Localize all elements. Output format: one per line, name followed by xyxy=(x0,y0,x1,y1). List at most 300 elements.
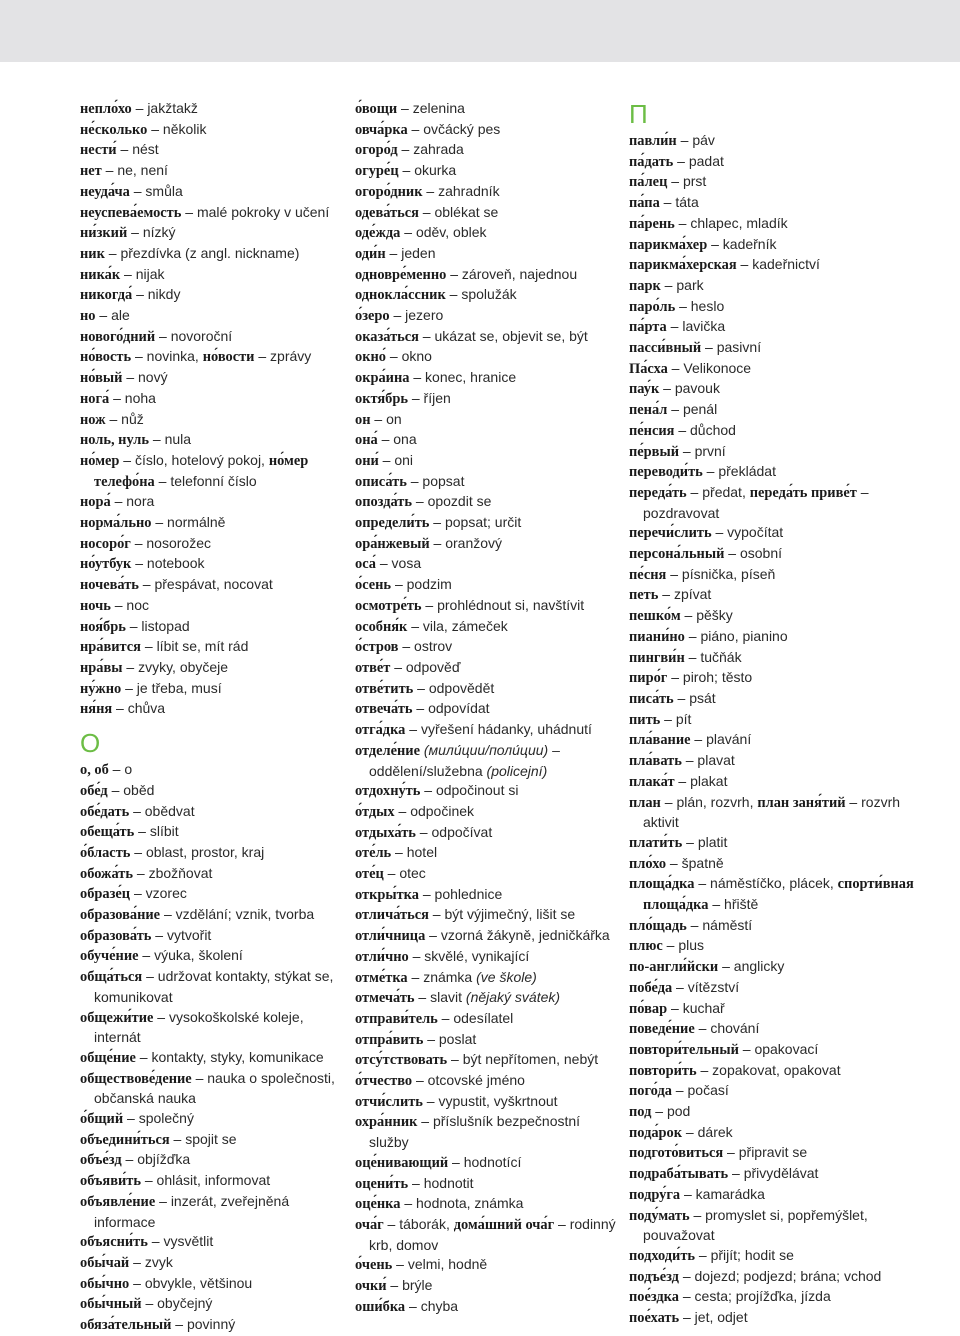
dictionary-entry xyxy=(629,1143,929,1164)
russian-headword: описа́ть xyxy=(355,473,407,490)
russian-headword: отсу́тствовать xyxy=(355,1052,448,1069)
czech-translation: o xyxy=(124,761,133,778)
separator-dash: – xyxy=(667,999,683,1016)
czech-translation: oblast, prostor, kraj xyxy=(145,843,265,860)
dictionary-entry xyxy=(80,658,342,679)
czech-translation: oblékat se xyxy=(434,203,499,220)
russian-headword: отдохну́ть xyxy=(355,783,421,800)
dictionary-entry xyxy=(355,203,617,224)
russian-headword: обуче́ние xyxy=(80,948,139,965)
dictionary-entry xyxy=(629,565,929,586)
dictionary-entry xyxy=(629,793,929,833)
dictionary-entry xyxy=(629,1019,929,1040)
separator-dash: – xyxy=(181,203,197,220)
russian-headword: опозда́ть xyxy=(355,494,412,511)
russian-headword: плати́ть xyxy=(629,834,683,851)
russian-headword: поведе́ние xyxy=(629,1021,695,1038)
czech-translation: slíbit xyxy=(149,823,179,840)
separator-dash: – xyxy=(109,389,125,406)
dictionary-entry xyxy=(80,1171,342,1192)
russian-headword: о́стров xyxy=(355,639,399,656)
dictionary-entry xyxy=(355,120,617,141)
russian-headword: ника́к xyxy=(80,266,121,283)
czech-translation: jet, odjet xyxy=(694,1309,748,1326)
separator-dash: – xyxy=(666,565,682,582)
dictionary-entry xyxy=(80,327,342,348)
separator-dash: – xyxy=(141,1295,158,1312)
czech-translation: udržovat kontakty, stýkat se, komunikovat xyxy=(94,968,334,1005)
separator-dash: – xyxy=(651,1103,667,1120)
dictionary-entry xyxy=(629,648,929,669)
russian-headword: па́рта xyxy=(629,319,667,336)
separator-dash: – xyxy=(845,793,862,810)
russian-headword: объедини́ться xyxy=(80,1131,170,1148)
czech-translation: plakat xyxy=(690,772,728,789)
dictionary-entry xyxy=(80,843,342,864)
russian-headword: окно́ xyxy=(355,349,386,366)
russian-headword: персона́льный xyxy=(629,546,725,563)
russian-headword: образова́ние xyxy=(80,907,161,924)
separator-dash: – xyxy=(407,389,424,406)
russian-headword: обы́чный xyxy=(80,1296,142,1313)
czech-translation: dárek xyxy=(697,1123,733,1140)
czech-translation: Velikonoce xyxy=(683,359,752,376)
separator-dash: – xyxy=(122,369,139,386)
czech-translation: být nepřítomen, nebýt xyxy=(462,1051,599,1068)
separator-dash: – xyxy=(678,442,695,459)
separator-dash: – xyxy=(155,327,171,344)
russian-headword: пасси́вный xyxy=(629,340,702,357)
separator-dash: – xyxy=(702,463,719,480)
separator-dash: – xyxy=(447,1051,463,1068)
dictionary-entry xyxy=(80,554,342,575)
dictionary-entry xyxy=(629,255,929,276)
czech-translation: být výjimečný, lišit se xyxy=(444,906,576,923)
separator-dash: – xyxy=(385,348,402,365)
russian-headword: она́ xyxy=(355,432,378,449)
russian-headword: нора́ xyxy=(80,494,111,511)
dictionary-entry xyxy=(355,1174,617,1195)
dictionary-entry xyxy=(355,802,617,823)
separator-dash: – xyxy=(718,958,734,975)
separator-dash: – xyxy=(678,1288,695,1305)
russian-headword: пау́к xyxy=(629,381,660,398)
dictionary-entry xyxy=(80,513,342,534)
dictionary-entry xyxy=(629,297,929,318)
russian-headword: пингви́н xyxy=(629,649,685,666)
czech-translation: prst xyxy=(682,173,707,190)
dictionary-entry xyxy=(355,513,617,534)
dictionary-entry xyxy=(629,462,929,483)
czech-translation: pohlednice xyxy=(434,885,503,902)
czech-translation: chování xyxy=(710,1020,760,1037)
separator-dash: – xyxy=(391,576,407,593)
russian-headword: одева́ться xyxy=(355,204,419,221)
separator-dash: – xyxy=(667,173,683,190)
dictionary-entry xyxy=(355,244,617,265)
czech-translation: vila, zámeček xyxy=(422,617,508,634)
dictionary-column-3 xyxy=(629,99,929,1329)
separator-dash: – xyxy=(680,607,697,624)
separator-dash: – xyxy=(105,410,122,427)
russian-headword: парикма́херская xyxy=(629,257,737,274)
russian-headword: ни́зкий xyxy=(80,225,128,242)
dictionary-entry xyxy=(80,285,342,306)
separator-dash: – xyxy=(131,555,147,572)
separator-dash: – xyxy=(686,916,703,933)
separator-dash: – xyxy=(95,307,112,324)
russian-headword: обы́чай xyxy=(80,1254,130,1271)
dictionary-entry xyxy=(80,347,342,368)
separator-dash: – xyxy=(160,906,176,923)
russian-headword: побе́да xyxy=(629,979,673,996)
dictionary-entry xyxy=(355,1297,617,1318)
separator-dash: – xyxy=(690,731,707,748)
russian-headword: ня́ня xyxy=(80,701,113,718)
separator-dash: – xyxy=(132,864,149,881)
separator-dash: – xyxy=(155,1192,171,1209)
russian-headword: но́вый xyxy=(80,370,123,387)
dictionary-entry xyxy=(355,1009,617,1030)
czech-translation: odpovídat xyxy=(428,700,490,717)
separator-dash: – xyxy=(116,141,133,158)
czech-translation: překládat xyxy=(718,463,776,480)
separator-dash: – xyxy=(108,761,125,778)
czech-translation: nízký xyxy=(142,224,176,241)
separator-dash: – xyxy=(678,1267,695,1284)
dictionary-entry xyxy=(355,451,617,472)
dictionary-entry xyxy=(80,781,342,802)
russian-headword: о́бщий xyxy=(80,1111,124,1128)
czech-translation: piáno, pianino xyxy=(700,627,788,644)
czech-translation: anglicky xyxy=(733,958,785,975)
czech-note-italic: (nějaký svátek) xyxy=(465,989,561,1006)
russian-headword: пло́щадь xyxy=(629,917,687,934)
dictionary-entry xyxy=(80,679,342,700)
czech-translation: malé pokroky v učení xyxy=(196,203,330,220)
separator-dash: – xyxy=(392,1256,408,1273)
czech-translation: společný xyxy=(138,1110,194,1127)
separator-dash: – xyxy=(123,1110,139,1127)
czech-translation: telefonní číslo xyxy=(170,472,257,489)
dictionary-entry xyxy=(80,492,342,513)
russian-headword: охра́нник xyxy=(355,1114,418,1131)
russian-headword: ник xyxy=(80,245,105,262)
separator-dash: – xyxy=(121,1151,138,1168)
czech-translation: smůla xyxy=(145,182,183,199)
czech-translation: odpočívat xyxy=(431,823,493,840)
separator-dash: – xyxy=(676,132,693,148)
separator-dash: – xyxy=(129,802,145,819)
russian-headword: па́па xyxy=(629,195,660,212)
russian-headword: повтори́тельный xyxy=(629,1041,739,1058)
dictionary-entry xyxy=(355,182,617,203)
separator-dash: – xyxy=(671,1082,688,1099)
czech-translation: zároveň, najednou xyxy=(461,265,578,282)
czech-translation: kuchař xyxy=(682,999,725,1016)
dictionary-entry xyxy=(355,1215,617,1255)
dictionary-entry xyxy=(629,379,929,400)
russian-headword: ора́нжевый xyxy=(355,535,430,552)
dictionary-column-1 xyxy=(80,99,342,1336)
separator-dash: – xyxy=(412,493,428,510)
czech-translation: jezero xyxy=(405,307,444,324)
dictionary-entry xyxy=(629,772,929,793)
dictionary-entry xyxy=(629,1185,929,1206)
dictionary-entry xyxy=(629,442,929,463)
separator-dash: – xyxy=(122,658,139,675)
russian-headword: о́зеро xyxy=(355,308,390,325)
separator-dash: – xyxy=(398,638,415,655)
czech-translation: obvykle, většinou xyxy=(144,1274,253,1291)
russian-headword: объяви́ть xyxy=(80,1173,141,1190)
dictionary-entry xyxy=(629,1040,929,1061)
czech-translation: jakžtakž xyxy=(147,100,198,116)
czech-translation: opozdit se xyxy=(427,493,492,510)
separator-dash: – xyxy=(129,1274,145,1291)
czech-translation: spojit se xyxy=(185,1130,237,1147)
dictionary-entry xyxy=(355,99,617,120)
russian-headword: повтори́ть xyxy=(629,1062,697,1079)
czech-translation: zpívat xyxy=(673,586,712,603)
czech-translation: chlapec, mladík xyxy=(690,214,788,231)
czech-translation: zahradník xyxy=(438,182,500,199)
separator-dash: – xyxy=(110,596,127,613)
russian-headword: отли́чница xyxy=(355,928,426,945)
czech-translation: opakovací xyxy=(754,1040,819,1057)
separator-dash: – xyxy=(130,885,146,902)
russian-headword: переда́ть xyxy=(629,484,687,501)
russian-headword: подходи́ть xyxy=(629,1247,696,1264)
russian-headword: откры́тка xyxy=(355,886,419,903)
russian-headword: перечи́слить xyxy=(629,525,712,542)
separator-dash: – xyxy=(400,224,416,241)
czech-translation: odpovědět xyxy=(428,679,495,696)
dictionary-entry xyxy=(629,1267,929,1288)
separator-dash: – xyxy=(707,235,723,252)
separator-dash: – xyxy=(684,648,701,665)
separator-dash: – xyxy=(667,359,684,376)
separator-dash: – xyxy=(397,141,414,158)
separator-dash: – xyxy=(446,265,462,282)
russian-headword: одновре́менно xyxy=(355,266,447,283)
dictionary-entry xyxy=(629,668,929,689)
dictionary-entry xyxy=(629,957,929,978)
russian-headword: но́вость xyxy=(80,349,132,366)
dictionary-entry xyxy=(355,968,617,989)
dictionary-entry xyxy=(355,637,617,658)
russian-headword: обяза́тельный xyxy=(80,1317,172,1334)
dictionary-entry xyxy=(355,781,617,802)
russian-headword: отве́тить xyxy=(355,680,414,697)
russian-headword: поду́мать xyxy=(629,1207,690,1224)
czech-translation: hodnota, známka xyxy=(416,1195,524,1212)
czech-translation: pavouk xyxy=(674,380,720,397)
czech-translation: pasivní xyxy=(716,339,762,356)
russian-headword: подраба́тывать xyxy=(629,1166,729,1183)
dictionary-entry xyxy=(355,554,617,575)
russian-headword: осмотре́ть xyxy=(355,597,422,614)
dictionary-entry xyxy=(80,596,342,617)
czech-translation: zvyk xyxy=(144,1253,173,1270)
dictionary-entry xyxy=(355,534,617,555)
russian-headword: пе́сня xyxy=(629,566,667,583)
separator-dash: – xyxy=(407,968,424,985)
czech-translation: přijít; hodit se xyxy=(710,1246,794,1263)
separator-dash: – xyxy=(147,120,163,137)
russian-headword: неуспева́емость xyxy=(80,204,182,221)
separator-dash: – xyxy=(413,679,429,696)
separator-dash: – xyxy=(666,318,683,335)
russian-headword: пиани́но xyxy=(629,628,685,645)
separator-dash: – xyxy=(383,1215,400,1232)
dictionary-entry xyxy=(80,1109,342,1130)
separator-dash: – xyxy=(728,1165,744,1182)
dictionary-entry xyxy=(80,864,342,885)
dictionary-entry xyxy=(629,730,929,751)
czech-translation: předat, xyxy=(702,483,746,500)
dictionary-entry xyxy=(629,689,929,710)
dictionary-entry xyxy=(629,1102,929,1123)
dictionary-entry xyxy=(80,534,342,555)
czech-translation: zahrada xyxy=(413,141,464,158)
dictionary-column-2 xyxy=(355,99,617,1317)
czech-translation: přespávat, nocovat xyxy=(154,576,273,593)
russian-headword: подъе́зд xyxy=(629,1268,679,1285)
russian-headword: обы́чно xyxy=(80,1275,130,1292)
russian-headword: о́бласть xyxy=(80,844,131,861)
dictionary-entry xyxy=(80,1150,342,1171)
separator-dash: – xyxy=(412,1072,428,1089)
separator-dash: – xyxy=(674,421,691,438)
czech-translation: obědvat xyxy=(144,802,195,819)
czech-translation: nora xyxy=(126,493,155,510)
separator-dash: – xyxy=(417,1113,433,1130)
russian-headword: он xyxy=(355,411,371,428)
dictionary-entry xyxy=(80,451,342,492)
czech-translation: heslo xyxy=(690,297,725,314)
separator-dash: – xyxy=(412,700,429,717)
dictionary-entry xyxy=(355,575,617,596)
czech-translation: ona xyxy=(393,431,417,448)
separator-dash: – xyxy=(682,1123,698,1140)
dictionary-entry xyxy=(629,751,929,772)
separator-dash: – xyxy=(414,989,431,1006)
dictionary-entry xyxy=(355,223,617,244)
czech-translation: nauka o společnosti, občanská nauka xyxy=(94,1069,335,1107)
russian-headword: особня́к xyxy=(355,618,408,635)
dictionary-entry xyxy=(80,1315,342,1336)
czech-translation: oni xyxy=(394,451,414,468)
czech-translation: noha xyxy=(124,389,156,406)
czech-translation: ostrov xyxy=(414,638,453,655)
dictionary-entry xyxy=(80,946,342,967)
separator-dash: – xyxy=(138,947,155,964)
separator-dash: – xyxy=(140,638,157,655)
russian-headword: но xyxy=(80,308,96,325)
dictionary-entry xyxy=(80,637,342,658)
russian-headword: пое́здка xyxy=(629,1289,679,1306)
dictionary-entry xyxy=(629,152,929,173)
dictionary-entry xyxy=(80,822,342,843)
russian-headword: обща́ться xyxy=(80,969,143,986)
separator-dash: – xyxy=(675,297,691,314)
russian-headword: пла́вание xyxy=(629,732,691,749)
dictionary-entry xyxy=(629,833,929,854)
separator-dash: – xyxy=(138,576,155,593)
dictionary-entry xyxy=(629,1081,929,1102)
separator-dash: – xyxy=(254,348,271,365)
russian-headword: обще́ние xyxy=(80,1049,136,1066)
dictionary-entry xyxy=(355,410,617,431)
russian-headword: образова́ть xyxy=(80,927,152,944)
dictionary-entry xyxy=(629,214,929,235)
dictionary-entry xyxy=(80,140,342,161)
dictionary-entry xyxy=(355,864,617,885)
czech-translation: penál xyxy=(682,401,718,418)
dictionary-entry xyxy=(629,627,929,648)
separator-dash: – xyxy=(120,265,136,282)
russian-headword: площа́дка xyxy=(629,876,695,893)
separator-dash: – xyxy=(415,823,432,840)
dictionary-entry xyxy=(355,720,617,741)
russian-headword: отли́чно xyxy=(355,948,409,965)
czech-translation: otec xyxy=(399,865,426,882)
czech-note-italic: (policejní) xyxy=(486,762,548,779)
russian-headword: пое́хать xyxy=(629,1310,680,1327)
czech-translation: poslat xyxy=(438,1030,477,1047)
dictionary-entry xyxy=(80,1253,342,1274)
russian-headword: обожа́ть xyxy=(80,865,133,882)
russian-phrase: но́мер телефо́на xyxy=(94,452,309,490)
separator-dash: – xyxy=(131,348,147,365)
czech-translation: vytvořit xyxy=(166,926,212,943)
czech-translation: zelenina xyxy=(412,100,465,116)
czech-translation: zprávy xyxy=(270,348,312,365)
russian-headword: пла́вать xyxy=(629,753,682,770)
separator-dash: – xyxy=(107,781,124,798)
separator-dash: – xyxy=(673,152,689,169)
russian-headword: подру́га xyxy=(629,1186,681,1203)
czech-translation: oděv, oblek xyxy=(415,224,487,241)
separator-dash: – xyxy=(151,514,168,531)
russian-headword: парк xyxy=(629,277,661,294)
dictionary-entry xyxy=(80,1294,342,1315)
separator-dash: – xyxy=(383,865,400,882)
separator-dash: – xyxy=(151,926,167,943)
dictionary-entry xyxy=(355,285,617,306)
russian-headword: пло́хо xyxy=(629,855,667,872)
russian-headword: плака́т xyxy=(629,773,675,790)
russian-headword: оце́нивающий xyxy=(355,1154,449,1171)
russian-headword: огоро́д xyxy=(355,142,398,159)
czech-translation: odpočinek xyxy=(410,802,475,819)
russian-headword: отве́т xyxy=(355,659,391,676)
czech-translation: brýle xyxy=(402,1277,433,1294)
russian-headword: объясни́ть xyxy=(80,1234,148,1251)
separator-dash: – xyxy=(129,1253,145,1270)
dictionary-entry xyxy=(355,658,617,679)
dictionary-entry xyxy=(355,885,617,906)
dictionary-entry xyxy=(629,854,929,875)
separator-dash: – xyxy=(405,721,421,738)
dictionary-entry xyxy=(80,1232,342,1253)
russian-headword: ноя́брь xyxy=(80,618,126,635)
dictionary-entry xyxy=(80,1130,342,1151)
separator-dash: – xyxy=(127,224,143,241)
separator-dash: – xyxy=(674,772,691,789)
dictionary-entry xyxy=(629,359,929,380)
